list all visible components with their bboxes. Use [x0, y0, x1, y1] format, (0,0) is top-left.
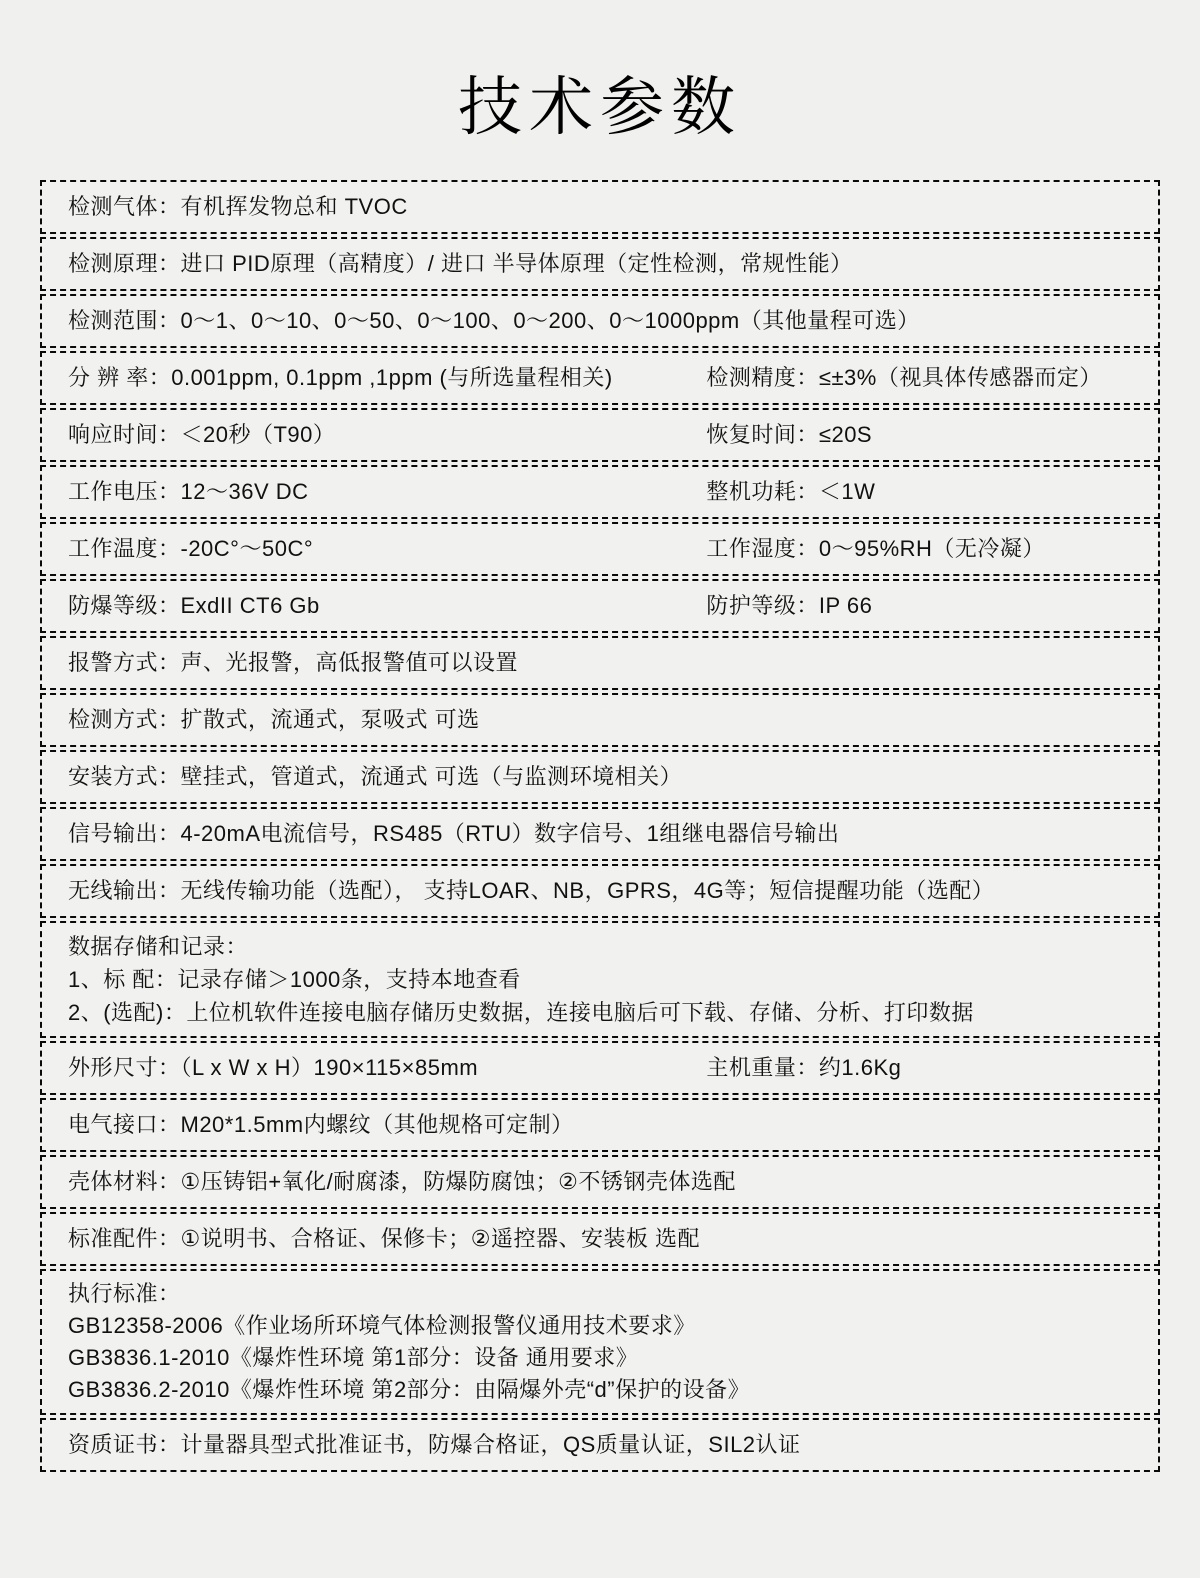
table-row-temperature-humidity [40, 522, 1160, 576]
spec-text: 分 辨 率：0.001ppm, 0.1ppm ,1ppm (与所选量程相关) [68, 364, 613, 390]
spec-text: 资质证书：计量器具型式批准证书，防爆合格证，QS质量认证，SIL2认证 [68, 1431, 801, 1457]
table-row-electrical-interface [40, 1098, 1160, 1152]
spec-text: 防爆等级：ExdII CT6 Gb [68, 592, 320, 618]
spec-text: 1、标 配：记录存储＞1000条，支持本地查看 [68, 967, 521, 992]
spec-text: 检测方式：扩散式，流通式，泵吸式 可选 [68, 706, 480, 732]
spec-text: 电气接口：M20*1.5mm内螺纹（其他规格可定制） [68, 1111, 574, 1137]
spec-text: 检测范围：0～1、0～10、0～50、0～100、0～200、0～1000ppm（其他量程可选） [68, 307, 920, 333]
table-row-resolution-accuracy [40, 351, 1160, 405]
table-row-explosionproof-ip [40, 579, 1160, 633]
table-row-data-storage [40, 921, 1160, 1038]
table-row-alarm-mode [40, 636, 1160, 690]
spec-text: 安装方式：壁挂式，管道式，流通式 可选（与监测环境相关） [68, 763, 683, 789]
table-row-response-recovery [40, 408, 1160, 462]
spec-text: GB3836.1-2010《爆炸性环境 第1部分：设备 通用要求》 [68, 1345, 639, 1370]
table-row-standard-accessories [40, 1212, 1160, 1266]
spec-text: 标准配件：①说明书、合格证、保修卡；②遥控器、安装板 选配 [68, 1225, 701, 1251]
spec-text: 恢复时间：≤20S [706, 421, 873, 447]
table-row-detect-principle [40, 237, 1160, 291]
table-row-detect-range [40, 294, 1160, 348]
spec-text: 主机重量：约1.6Kg [706, 1054, 902, 1080]
spec-text: 检测气体：有机挥发物总和 TVOC [68, 193, 408, 219]
spec-text: 工作温度：-20C°～50C° [68, 535, 314, 561]
spec-text: 检测原理：进口 PID原理（高精度）/ 进口 半导体原理（定性检测，常规性能） [68, 250, 853, 276]
spec-text: 检测精度：≤±3%（视具体传感器而定） [706, 364, 1102, 390]
spec-text: 工作电压：12～36V DC [68, 478, 309, 504]
table-row-install-mode [40, 750, 1160, 804]
spec-text: 2、(选配)：上位机软件连接电脑存储历史数据，连接电脑后可下载、存储、分析、打印数据 [68, 1000, 974, 1025]
spec-text: 响应时间：＜20秒（T90） [68, 421, 336, 447]
table-row-voltage-power [40, 465, 1160, 519]
table-row-wireless-output [40, 864, 1160, 918]
spec-text: 无线输出：无线传输功能（选配）， 支持LOAR、NB，GPRS，4G等；短信提醒功能（选配） [68, 877, 995, 903]
table-row-dimensions-weight [40, 1041, 1160, 1095]
spec-text: GB3836.2-2010《爆炸性环境 第2部分：由隔爆外壳“d”保护的设备》 [68, 1377, 751, 1402]
spec-text: GB12358-2006《作业场所环境气体检测报警仪通用技术要求》 [68, 1313, 696, 1338]
spec-text: 防护等级：IP 66 [706, 592, 873, 618]
spec-text: 整机功耗：＜1W [706, 478, 876, 504]
table-row-certificates [40, 1418, 1160, 1472]
spec-text: 外形尺寸：（L x W x H）190×115×85mm [68, 1054, 479, 1080]
spec-text: 数据存储和记录： [68, 934, 249, 959]
spec-text: 壳体材料：①压铸铝+氧化/耐腐漆，防爆防腐蚀；②不锈钢壳体选配 [68, 1168, 736, 1194]
table-row-detect-mode [40, 693, 1160, 747]
table-row-housing-material [40, 1155, 1160, 1209]
table-row-detect-gas [40, 180, 1160, 234]
table-row-signal-output [40, 807, 1160, 861]
spec-text: 执行标准： [68, 1281, 181, 1306]
spec-text: 信号输出：4-20mA电流信号，RS485（RTU）数字信号、1组继电器信号输出 [68, 820, 840, 846]
spec-text: 工作湿度：0～95%RH（无冷凝） [706, 535, 1045, 561]
spec-text: 报警方式：声、光报警，高低报警值可以设置 [68, 649, 519, 675]
spec-table [40, 180, 1160, 1472]
table-row-standards [40, 1269, 1160, 1415]
page-title: 技术参数 [458, 71, 742, 143]
